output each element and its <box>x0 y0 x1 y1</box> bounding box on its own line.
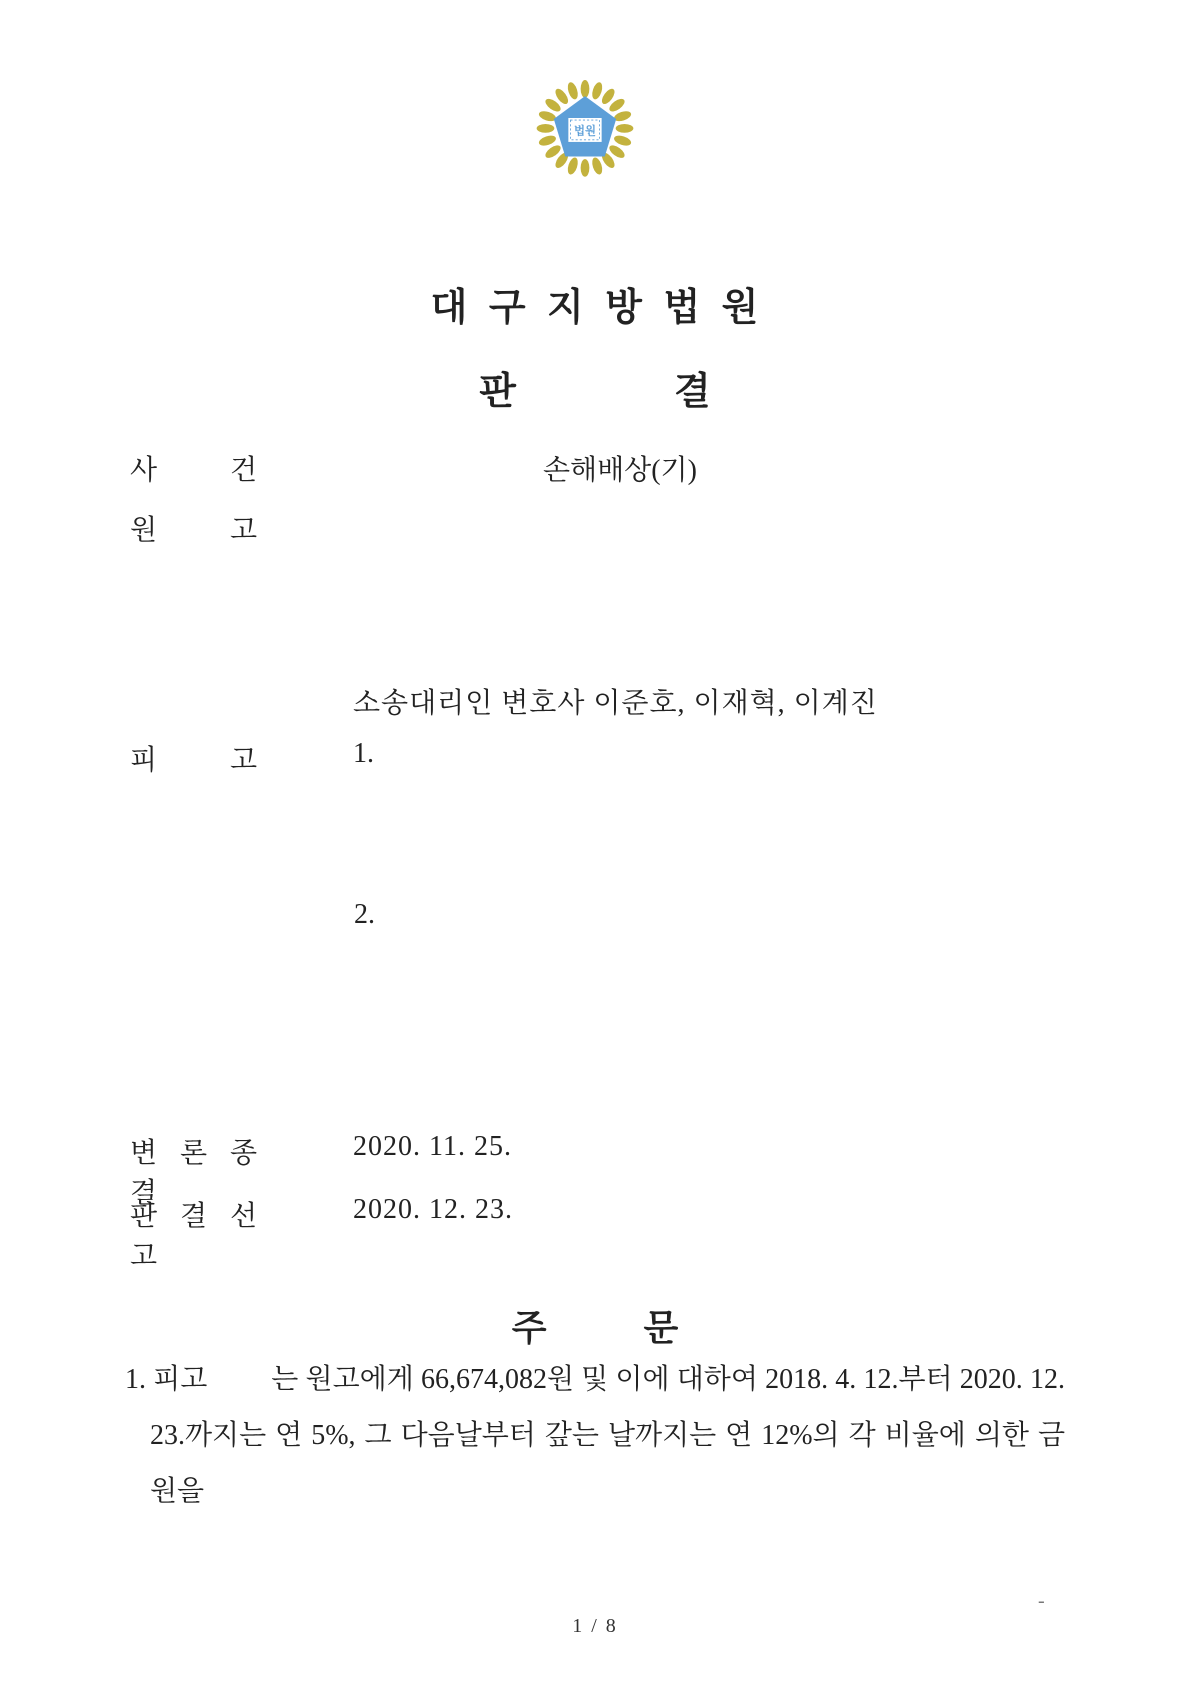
case-value: 손해배상(기) <box>543 455 697 486</box>
order-line-1-rest: 는 원고에게 66,674,082원 및 이에 대하여 2018. 4. 12.부터 2020. 12. <box>271 1364 1065 1395</box>
plaintiff-label: 원 고 <box>130 515 257 546</box>
judgment-title-char-left: 판 <box>479 371 516 413</box>
hearing-closed-date: 2020. 11. 25. <box>353 1131 512 1162</box>
order-line-1-prefix: 1. 피고 <box>125 1364 208 1395</box>
emblem-label: 법원 <box>573 125 597 138</box>
case-label: 사 건 <box>130 455 257 486</box>
order-heading-char-left: 주 <box>511 1308 547 1348</box>
court-name: 대 구 지 방 법 원 <box>430 287 760 329</box>
defendant-item-1: 1. <box>353 738 374 769</box>
order-line-1 <box>125 1352 1065 1408</box>
judgment-date: 2020. 12. 23. <box>353 1194 513 1225</box>
judgment-title <box>0 360 1190 415</box>
order-heading <box>0 1300 1190 1351</box>
judgment-date-label: 판 결 선 고 <box>130 1201 257 1272</box>
defendant-label: 피 고 <box>130 745 257 776</box>
stray-scan-mark: - <box>1038 1590 1045 1612</box>
order-body <box>125 1352 1065 1520</box>
order-heading-char-right: 문 <box>643 1308 679 1348</box>
plaintiff-attorney-line: 소송대리인 변호사 이준호, 이재혁, 이계진 <box>353 688 878 719</box>
order-line-2: 23.까지는 연 5%, 그 다음날부터 갚는 날까지는 연 12%의 각 비율에 의한 금원을 <box>150 1420 1065 1507</box>
hearing-closed-label: 변 론 종 결 <box>130 1138 257 1209</box>
defendant-item-2: 2. <box>354 899 375 930</box>
court-emblem-icon <box>533 76 637 186</box>
judgment-title-char-right: 결 <box>674 371 711 413</box>
page-indicator: 1 / 8 <box>572 1615 618 1637</box>
